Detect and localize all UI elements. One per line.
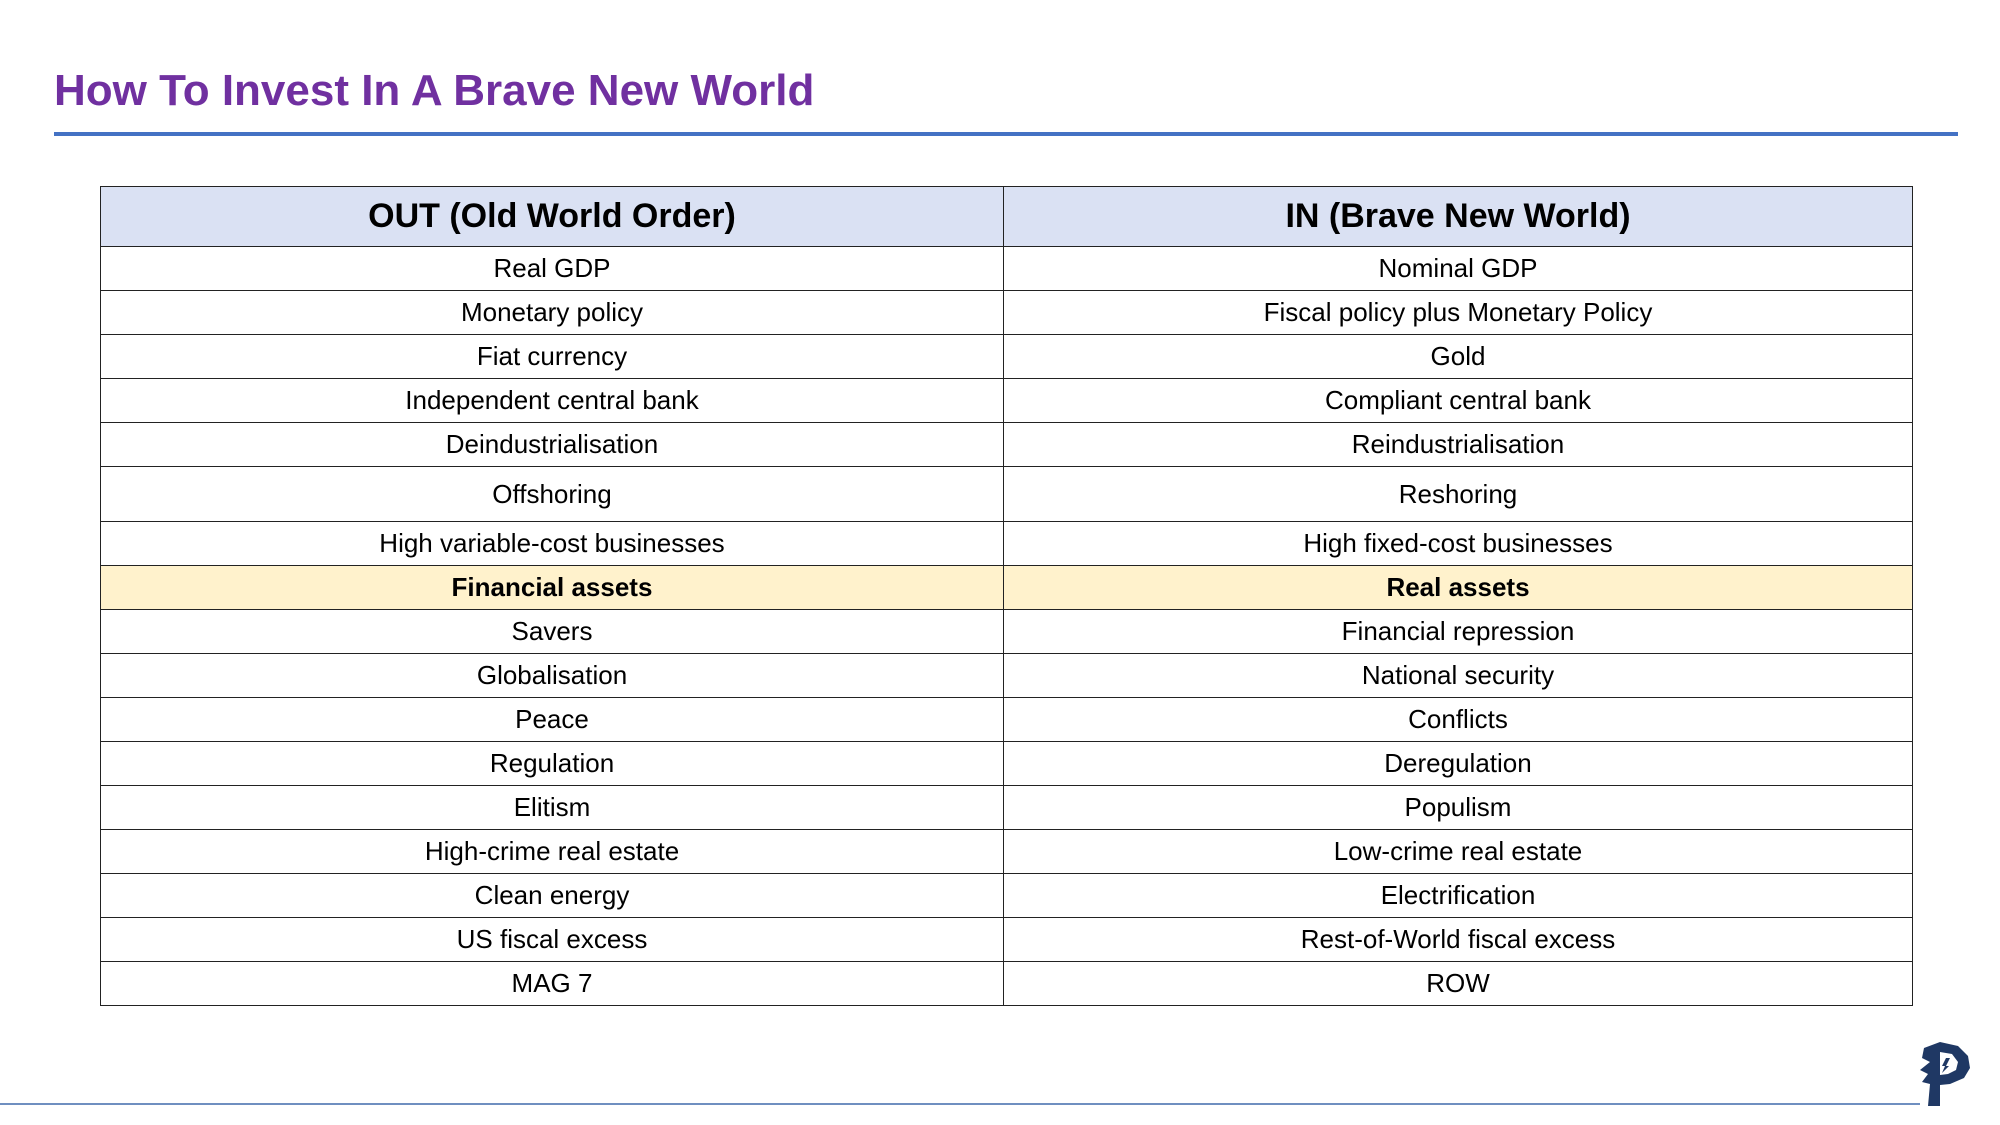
table-row	[101, 654, 1913, 698]
table-row	[101, 467, 1913, 522]
table-row	[101, 786, 1913, 830]
cell-out: MAG 7	[101, 962, 1004, 1006]
cell-in: Deregulation	[1004, 742, 1913, 786]
table-row	[101, 830, 1913, 874]
cell-out: Fiat currency	[101, 335, 1004, 379]
table-row	[101, 379, 1913, 423]
table-row	[101, 962, 1913, 1006]
cell-in: Low-crime real estate	[1004, 830, 1913, 874]
table-row	[101, 918, 1913, 962]
cell-out: US fiscal excess	[101, 918, 1004, 962]
cell-out: Monetary policy	[101, 291, 1004, 335]
table-row-highlighted	[101, 566, 1913, 610]
table-row	[101, 874, 1913, 918]
cell-out: Independent central bank	[101, 379, 1004, 423]
cell-in: Real assets	[1004, 566, 1913, 610]
column-header-out: OUT (Old World Order)	[101, 187, 1004, 247]
table-row	[101, 742, 1913, 786]
table-row	[101, 522, 1913, 566]
cell-in: Reshoring	[1004, 467, 1913, 522]
table-row	[101, 247, 1913, 291]
cell-out: Regulation	[101, 742, 1004, 786]
cell-out: High variable-cost businesses	[101, 522, 1004, 566]
cell-in: Reindustrialisation	[1004, 423, 1913, 467]
cell-in: ROW	[1004, 962, 1913, 1006]
table-row	[101, 610, 1913, 654]
cell-in: Gold	[1004, 335, 1913, 379]
tree-p-logo-icon	[1918, 1038, 1976, 1106]
cell-out: High-crime real estate	[101, 830, 1004, 874]
cell-out: Financial assets	[101, 566, 1004, 610]
cell-out: Savers	[101, 610, 1004, 654]
cell-in: Electrification	[1004, 874, 1913, 918]
table-header-row	[101, 187, 1913, 247]
cell-in: Rest-of-World fiscal excess	[1004, 918, 1913, 962]
cell-in: National security	[1004, 654, 1913, 698]
cell-in: Compliant central bank	[1004, 379, 1913, 423]
table-row	[101, 335, 1913, 379]
cell-out: Offshoring	[101, 467, 1004, 522]
cell-out: Peace	[101, 698, 1004, 742]
page-title: How To Invest In A Brave New World	[54, 66, 815, 115]
cell-out: Globalisation	[101, 654, 1004, 698]
cell-out: Clean energy	[101, 874, 1004, 918]
cell-out: Elitism	[101, 786, 1004, 830]
footer-divider	[0, 1103, 1920, 1105]
cell-in: Financial repression	[1004, 610, 1913, 654]
cell-in: Nominal GDP	[1004, 247, 1913, 291]
cell-in: High fixed-cost businesses	[1004, 522, 1913, 566]
cell-in: Populism	[1004, 786, 1913, 830]
table-row	[101, 423, 1913, 467]
title-divider	[54, 132, 1958, 136]
table-row	[101, 291, 1913, 335]
cell-in: Conflicts	[1004, 698, 1913, 742]
cell-in: Fiscal policy plus Monetary Policy	[1004, 291, 1913, 335]
table-row	[101, 698, 1913, 742]
comparison-table	[100, 186, 1913, 1006]
column-header-in: IN (Brave New World)	[1004, 187, 1913, 247]
cell-out: Deindustrialisation	[101, 423, 1004, 467]
cell-out: Real GDP	[101, 247, 1004, 291]
